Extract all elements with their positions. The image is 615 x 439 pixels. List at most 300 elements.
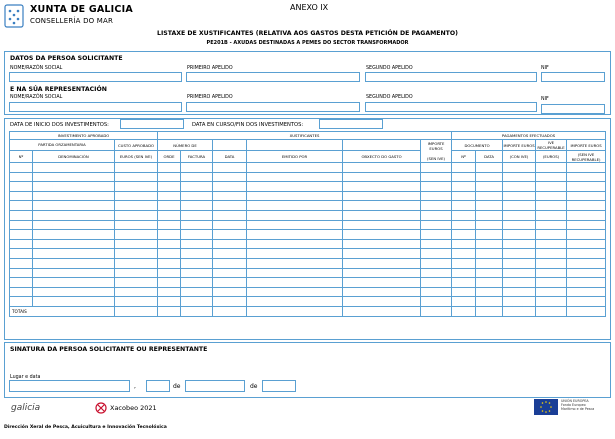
table-cell[interactable]: [158, 182, 181, 192]
table-cell[interactable]: [158, 297, 181, 307]
table-cell[interactable]: [181, 201, 213, 211]
table-cell[interactable]: [567, 249, 606, 259]
table-cell[interactable]: [536, 230, 567, 240]
rep-surname1-label: PRIMEIRO APELIDO: [187, 95, 233, 100]
table-cell[interactable]: [536, 210, 567, 220]
table-cell[interactable]: [452, 239, 476, 249]
table-cell[interactable]: [10, 278, 33, 288]
totals-cell[interactable]: [213, 306, 247, 316]
table-cell[interactable]: [181, 191, 213, 201]
table-cell[interactable]: [213, 297, 247, 307]
eu-flag-icon: [534, 399, 558, 415]
table-cell[interactable]: [536, 258, 567, 268]
table-cell[interactable]: [247, 258, 343, 268]
table-cell[interactable]: [421, 220, 452, 230]
table-cell[interactable]: [476, 249, 503, 259]
table-row: [10, 210, 606, 220]
table-cell[interactable]: [476, 268, 503, 278]
org-department: CONSELLERÍA DO MAR: [30, 17, 114, 25]
table-cell[interactable]: [247, 239, 343, 249]
table-cell[interactable]: [567, 220, 606, 230]
totals-row: [10, 306, 606, 316]
totals-cell[interactable]: [343, 306, 421, 316]
table-row: [10, 182, 606, 192]
totals-cell[interactable]: [181, 306, 213, 316]
table-cell[interactable]: [10, 172, 33, 182]
table-cell[interactable]: [567, 268, 606, 278]
table-cell[interactable]: [503, 172, 536, 182]
year-field[interactable]: [262, 380, 296, 392]
totals-cell[interactable]: [536, 306, 567, 316]
table-cell[interactable]: [567, 297, 606, 307]
table-cell[interactable]: [567, 258, 606, 268]
table-cell[interactable]: [158, 268, 181, 278]
table-cell[interactable]: [115, 239, 158, 249]
table-cell[interactable]: [476, 287, 503, 297]
table-cell[interactable]: [181, 258, 213, 268]
table-cell[interactable]: [247, 201, 343, 211]
table-cell[interactable]: [33, 268, 115, 278]
directorate-text: Dirección Xeral de Pesca, Acuicultura e Innovación Tecnolóxica: [4, 425, 167, 430]
representative-title: E NA SÚA REPRESENTACIÓN: [10, 86, 107, 93]
table-cell[interactable]: [213, 230, 247, 240]
table-cell[interactable]: [213, 210, 247, 220]
table-cell[interactable]: [567, 210, 606, 220]
table-cell[interactable]: [247, 249, 343, 259]
table-cell[interactable]: [213, 201, 247, 211]
table-row: [10, 249, 606, 259]
table-cell[interactable]: [421, 268, 452, 278]
xacobeo-logo-icon: [95, 402, 107, 414]
table-cell[interactable]: [536, 191, 567, 201]
table-cell[interactable]: [115, 172, 158, 182]
table-cell[interactable]: [343, 210, 421, 220]
table-cell[interactable]: [343, 230, 421, 240]
table-cell[interactable]: [503, 297, 536, 307]
totals-cell[interactable]: [476, 306, 503, 316]
table-cell[interactable]: [213, 182, 247, 192]
table-cell[interactable]: [33, 230, 115, 240]
table-cell[interactable]: [181, 220, 213, 230]
table-cell[interactable]: [247, 230, 343, 240]
table-cell[interactable]: [476, 278, 503, 288]
table-cell[interactable]: [503, 163, 536, 173]
table-cell[interactable]: [343, 278, 421, 288]
table-cell[interactable]: [247, 191, 343, 201]
annex-label: ANEXO IX: [290, 3, 329, 12]
applicant-name-label: NOME/RAZÓN SOCIAL: [10, 66, 63, 71]
table-cell[interactable]: [452, 287, 476, 297]
table-cell[interactable]: [476, 191, 503, 201]
table-cell[interactable]: [115, 210, 158, 220]
table-cell[interactable]: [213, 220, 247, 230]
table-cell[interactable]: [247, 297, 343, 307]
applicant-surname1-field[interactable]: [186, 72, 360, 82]
table-cell[interactable]: [158, 287, 181, 297]
table-cell[interactable]: [33, 182, 115, 192]
table-cell[interactable]: [181, 163, 213, 173]
number-of-header: NÚMERO DE: [158, 140, 213, 151]
table-row: [10, 163, 606, 173]
table-cell[interactable]: [33, 210, 115, 220]
table-cell[interactable]: [158, 163, 181, 173]
col-expense-object: OBXECTO DO GASTO: [343, 151, 421, 163]
table-cell[interactable]: [536, 249, 567, 259]
table-row: [10, 239, 606, 249]
table-cell[interactable]: [452, 278, 476, 288]
applicant-surname1-label: PRIMEIRO APELIDO: [187, 66, 233, 71]
table-cell[interactable]: [421, 230, 452, 240]
table-cell[interactable]: [10, 230, 33, 240]
table-cell[interactable]: [10, 287, 33, 297]
table-cell[interactable]: [343, 220, 421, 230]
table-cell[interactable]: [247, 182, 343, 192]
table-cell[interactable]: [503, 249, 536, 259]
table-cell[interactable]: [343, 172, 421, 182]
table-cell[interactable]: [421, 210, 452, 220]
table-cell[interactable]: [10, 210, 33, 220]
totals-cell[interactable]: [158, 306, 181, 316]
table-cell[interactable]: [115, 297, 158, 307]
payment-amount-header: IMPORTE EUROS: [503, 140, 536, 151]
table-cell[interactable]: [536, 182, 567, 192]
table-cell[interactable]: [115, 201, 158, 211]
table-cell[interactable]: [213, 191, 247, 201]
recoverable-vat-header: IVE RECUPERABLE: [537, 140, 565, 150]
table-cell[interactable]: [421, 163, 452, 173]
table-cell[interactable]: [476, 182, 503, 192]
table-cell[interactable]: [452, 201, 476, 211]
col-issued-by: EMITIDO POR: [247, 151, 343, 163]
col-pay-no: Nº: [452, 151, 476, 163]
table-cell[interactable]: [181, 182, 213, 192]
table-cell[interactable]: [476, 297, 503, 307]
table-cell[interactable]: [503, 278, 536, 288]
table-cell[interactable]: [503, 210, 536, 220]
rep-nif-field[interactable]: [541, 104, 605, 114]
table-cell[interactable]: [158, 220, 181, 230]
table-cell[interactable]: [213, 278, 247, 288]
col-order: ORDE: [158, 151, 181, 163]
table-cell[interactable]: [476, 220, 503, 230]
table-cell[interactable]: [452, 172, 476, 182]
table-cell[interactable]: [158, 278, 181, 288]
table-cell[interactable]: [181, 172, 213, 182]
table-cell[interactable]: [158, 172, 181, 182]
table-cell[interactable]: [503, 230, 536, 240]
budget-item-header: PARTIDA ORZAMENTARIA: [10, 140, 115, 151]
table-cell[interactable]: [213, 239, 247, 249]
table-row: [10, 287, 606, 297]
table-cell[interactable]: [536, 239, 567, 249]
table-cell[interactable]: [115, 163, 158, 173]
table-cell[interactable]: [536, 268, 567, 278]
table-cell[interactable]: [10, 239, 33, 249]
col-with-vat: (CON IVE): [503, 151, 536, 163]
receipts-table: [9, 131, 606, 317]
table-cell[interactable]: [421, 239, 452, 249]
document-header: DOCUMENTO: [452, 140, 503, 151]
table-cell[interactable]: [503, 191, 536, 201]
table-cell[interactable]: [247, 163, 343, 173]
document-title: LISTAXE DE XUSTIFICANTES (RELATIVA AOS GASTOS DESTA PETICIÓN DE PAGAMENTO): [157, 30, 458, 37]
table-cell[interactable]: [213, 163, 247, 173]
table-cell[interactable]: [421, 201, 452, 211]
table-cell[interactable]: [181, 297, 213, 307]
table-cell[interactable]: [181, 268, 213, 278]
table-cell[interactable]: [421, 278, 452, 288]
table-cell[interactable]: [536, 278, 567, 288]
totals-cell[interactable]: [567, 306, 606, 316]
place-field[interactable]: [9, 380, 130, 392]
table-cell[interactable]: [10, 191, 33, 201]
eu-text: UNIÓN EUROPEA Fondo Europeo Marítimo e de Pesca: [561, 399, 595, 412]
table-row: [10, 191, 606, 201]
rep-name-label: NOME/RAZÓN SOCIAL: [10, 95, 63, 100]
table-cell[interactable]: [343, 268, 421, 278]
month-field[interactable]: [185, 380, 245, 392]
table-cell[interactable]: [213, 172, 247, 182]
table-cell[interactable]: [247, 278, 343, 288]
totals-cell[interactable]: [421, 306, 452, 316]
group-payments: PAGAMENTOS EFECTUADOS: [452, 132, 606, 140]
col-date: DATA: [213, 151, 247, 163]
table-cell[interactable]: [33, 201, 115, 211]
applicant-nif-field[interactable]: [541, 72, 605, 82]
table-cell[interactable]: [536, 220, 567, 230]
table-cell[interactable]: [567, 191, 606, 201]
table-cell[interactable]: [10, 249, 33, 259]
table-cell[interactable]: [33, 249, 115, 259]
table-cell[interactable]: [476, 239, 503, 249]
table-row: [10, 220, 606, 230]
table-cell[interactable]: [567, 182, 606, 192]
totals-cell[interactable]: [247, 306, 343, 316]
table-cell[interactable]: [33, 278, 115, 288]
table-cell[interactable]: [452, 249, 476, 259]
col-pay-date: DATA: [476, 151, 503, 163]
rep-nif-label: NIF: [541, 97, 549, 102]
start-date-field[interactable]: [120, 119, 184, 129]
table-cell[interactable]: [158, 210, 181, 220]
rep-name-field[interactable]: [9, 102, 182, 112]
table-cell[interactable]: [452, 163, 476, 173]
table-cell[interactable]: [115, 258, 158, 268]
table-cell[interactable]: [476, 258, 503, 268]
table-cell[interactable]: [33, 191, 115, 201]
table-cell[interactable]: [343, 249, 421, 259]
table-cell[interactable]: [343, 191, 421, 201]
table-cell[interactable]: [503, 182, 536, 192]
table-cell[interactable]: [567, 163, 606, 173]
rep-surname1-field[interactable]: [186, 102, 360, 112]
applicant-surname2-field[interactable]: [365, 72, 537, 82]
table-cell[interactable]: [536, 201, 567, 211]
rep-surname2-field[interactable]: [365, 102, 537, 112]
table-cell[interactable]: [452, 210, 476, 220]
table-cell[interactable]: [10, 297, 33, 307]
table-cell[interactable]: [33, 297, 115, 307]
table-row: [10, 230, 606, 240]
col-denomination: DENOMINACIÓN: [33, 151, 115, 163]
table-cell[interactable]: [181, 230, 213, 240]
table-cell[interactable]: [343, 287, 421, 297]
table-cell[interactable]: [343, 163, 421, 173]
table-cell[interactable]: [452, 182, 476, 192]
table-cell[interactable]: [476, 172, 503, 182]
table-cell[interactable]: [33, 220, 115, 230]
table-cell[interactable]: [421, 182, 452, 192]
table-cell[interactable]: [343, 239, 421, 249]
amount-euros-header: IMPORTE EUROS: [567, 140, 606, 151]
table-cell[interactable]: [158, 258, 181, 268]
table-cell[interactable]: [503, 287, 536, 297]
group-receipts: XUSTIFICANTES: [158, 132, 452, 140]
table-cell[interactable]: [452, 258, 476, 268]
table-cell[interactable]: [536, 287, 567, 297]
table-cell[interactable]: [115, 191, 158, 201]
table-cell[interactable]: [476, 210, 503, 220]
totals-cell[interactable]: [503, 306, 536, 316]
table-cell[interactable]: [10, 201, 33, 211]
table-cell[interactable]: [536, 297, 567, 307]
table-cell[interactable]: [452, 297, 476, 307]
totals-cell[interactable]: [115, 306, 158, 316]
table-cell[interactable]: [343, 258, 421, 268]
table-cell[interactable]: [247, 220, 343, 230]
table-cell[interactable]: [567, 201, 606, 211]
table-cell[interactable]: [343, 201, 421, 211]
table-cell[interactable]: [476, 201, 503, 211]
table-cell[interactable]: [247, 268, 343, 278]
table-cell[interactable]: [567, 230, 606, 240]
of-separator-1: de: [173, 383, 181, 390]
table-cell[interactable]: [452, 191, 476, 201]
table-cell[interactable]: [247, 172, 343, 182]
galicia-logo: galicia: [11, 403, 41, 413]
table-cell[interactable]: [115, 249, 158, 259]
table-cell[interactable]: [115, 230, 158, 240]
table-cell[interactable]: [10, 163, 33, 173]
table-cell[interactable]: [421, 297, 452, 307]
table-cell[interactable]: [536, 163, 567, 173]
table-cell[interactable]: [421, 249, 452, 259]
day-field[interactable]: [146, 380, 170, 392]
col-invoice: FACTURA: [181, 151, 213, 163]
amount-eur-header: IMPORTE EUROS (SEN IVE): [421, 140, 452, 163]
table-cell[interactable]: [503, 201, 536, 211]
table-cell[interactable]: [343, 297, 421, 307]
table-cell[interactable]: [213, 258, 247, 268]
table-cell[interactable]: [115, 268, 158, 278]
applicant-name-field[interactable]: [9, 72, 182, 82]
table-cell[interactable]: [567, 278, 606, 288]
table-cell[interactable]: [115, 287, 158, 297]
totals-cell[interactable]: [452, 306, 476, 316]
col-euros-no-vat: EUROS (SEN IVE): [115, 151, 158, 163]
table-cell[interactable]: [421, 258, 452, 268]
table-cell[interactable]: [503, 220, 536, 230]
table-cell[interactable]: [567, 287, 606, 297]
table-cell[interactable]: [213, 268, 247, 278]
table-cell[interactable]: [158, 191, 181, 201]
table-cell[interactable]: [181, 249, 213, 259]
table-cell[interactable]: [421, 287, 452, 297]
table-cell[interactable]: [10, 220, 33, 230]
table-cell[interactable]: [33, 239, 115, 249]
applicant-title: DATOS DA PERSOA SOLICITANTE: [10, 55, 123, 62]
table-cell[interactable]: [476, 230, 503, 240]
table-cell[interactable]: [421, 172, 452, 182]
table-cell[interactable]: [10, 182, 33, 192]
table-cell[interactable]: [452, 220, 476, 230]
table-cell[interactable]: [247, 287, 343, 297]
table-row: [10, 278, 606, 288]
table-cell[interactable]: [213, 249, 247, 259]
table-cell[interactable]: [421, 191, 452, 201]
table-cell[interactable]: [33, 172, 115, 182]
table-cell[interactable]: [567, 172, 606, 182]
approved-cost-header: CUSTO APROBADO: [115, 140, 158, 151]
table-cell[interactable]: [181, 278, 213, 288]
table-cell[interactable]: [181, 239, 213, 249]
applicant-surname2-label: SEGUNDO APELIDO: [366, 66, 413, 71]
table-cell[interactable]: [181, 210, 213, 220]
of-separator-2: de: [250, 383, 258, 390]
table-cell[interactable]: [567, 239, 606, 249]
col-no: Nº: [10, 151, 33, 163]
table-cell[interactable]: [33, 287, 115, 297]
place-date-label: Lugar e data: [10, 375, 41, 380]
table-row: [10, 258, 606, 268]
table-cell[interactable]: [536, 172, 567, 182]
table-cell[interactable]: [503, 268, 536, 278]
col-no-recoverable-vat: (SEN IVE RECUPERABLE): [567, 151, 606, 163]
start-date-label: DATA DE INICIO DOS INVESTIMENTOS:: [10, 122, 109, 128]
xunta-shield-logo: [4, 4, 24, 30]
rep-surname2-label: SEGUNDO APELIDO: [366, 95, 413, 100]
table-cell[interactable]: [33, 258, 115, 268]
table-cell[interactable]: [181, 287, 213, 297]
table-cell[interactable]: [452, 230, 476, 240]
table-cell[interactable]: [115, 278, 158, 288]
table-row: [10, 297, 606, 307]
table-cell[interactable]: [158, 201, 181, 211]
end-date-field[interactable]: [319, 119, 383, 129]
group-investment: INVESTIMENTO APROBADO: [10, 132, 158, 140]
table-cell[interactable]: [158, 230, 181, 240]
table-cell[interactable]: [213, 287, 247, 297]
table-cell[interactable]: [158, 239, 181, 249]
table-row: [10, 172, 606, 182]
table-cell[interactable]: [33, 163, 115, 173]
table-cell[interactable]: [452, 268, 476, 278]
table-cell[interactable]: [115, 220, 158, 230]
table-cell[interactable]: [10, 258, 33, 268]
table-cell[interactable]: [247, 210, 343, 220]
table-cell[interactable]: [10, 268, 33, 278]
table-cell[interactable]: [115, 182, 158, 192]
totals-label: TOTAIS: [10, 306, 115, 316]
table-row: [10, 201, 606, 211]
table-cell[interactable]: [503, 239, 536, 249]
col-euros: (EUROS): [536, 151, 567, 163]
table-cell[interactable]: [503, 258, 536, 268]
org-name: XUNTA DE GALICIA: [30, 4, 133, 15]
table-cell[interactable]: [343, 182, 421, 192]
table-cell[interactable]: [476, 163, 503, 173]
table-cell[interactable]: [158, 249, 181, 259]
